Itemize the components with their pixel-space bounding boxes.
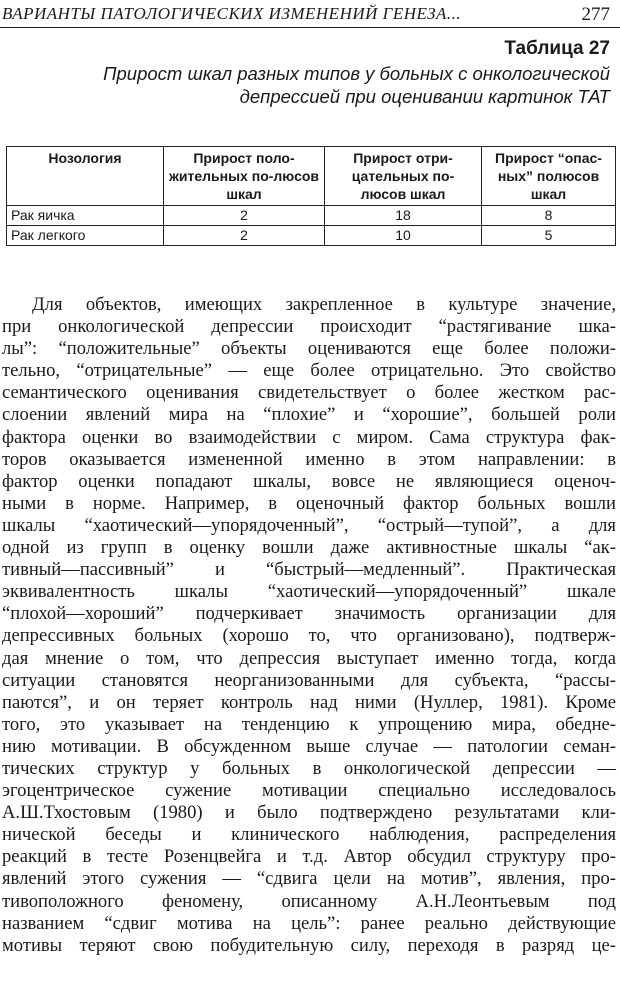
table-caption-line: Прирост шкал разных типов у больных с онкологической — [103, 63, 610, 84]
text-line: одной из групп в оценку вошли даже активностные шкалы “ак- — [2, 537, 616, 559]
text-line: А.Ш.Тхостовым (1980) и было подтверждено результатами кли- — [2, 802, 616, 824]
table-caption — [10, 62, 610, 108]
table-cell: 5 — [482, 226, 616, 246]
table-row — [7, 206, 616, 226]
text-line: тических структур у больных в онкологической депрессии — — [2, 757, 616, 779]
text-line: при онкологической депрессии происходит “растягивание шка- — [2, 316, 616, 338]
table-cell: 18 — [325, 206, 482, 226]
text-line: нической беседы и клинического наблюдения, распределения — [2, 824, 616, 846]
text-line: тивоположного феномену, описанному А.Н.Леонтьевым под — [2, 890, 616, 912]
body-paragraph — [2, 294, 616, 957]
text-line: реакций в тесте Розенцвейга и т.д. Автор обсудил структуру про- — [2, 846, 616, 868]
table-label: Таблица 27 — [504, 38, 610, 59]
text-line: лы”: “положительные” объекты оцениваются еще более положи- — [2, 338, 616, 360]
text-line: фактора оценки во взаимодействии с миром. Сама структура фак- — [2, 426, 616, 448]
text-line: фактор оценки попадают шкалы, вовсе не являющиеся оценоч- — [2, 470, 616, 492]
text-line: эквивалентность шкалы “хаотический—упорядоченный” шкале — [2, 581, 616, 603]
column-header: Прирост поло-жительных по-люсов шкал — [164, 147, 325, 206]
text-line: названием “сдвиг мотива на цель”: ранее реально действующие — [2, 912, 616, 934]
text-line: “плохой—хороший” подчеркивает значимость организации для — [2, 603, 616, 625]
table-cell: 8 — [482, 206, 616, 226]
page-number: 277 — [581, 4, 610, 25]
header-rule — [0, 27, 620, 28]
table-header-row — [7, 147, 616, 206]
table-caption-line: депрессией при оценивании картинок ТАТ — [239, 86, 610, 107]
text-line: ситуации становятся неорганизованными для субъекта, “рассы- — [2, 669, 616, 691]
text-line: слоении явлений мира на “плохие” и “хорошие”, большей роли — [2, 404, 616, 426]
text-line: ными в норме. Например, в оценочный фактор больных вошли — [2, 492, 616, 514]
table-cell: 10 — [325, 226, 482, 246]
text-line: депрессивных больных (хорошо то, что организовано), подтверж- — [2, 625, 616, 647]
running-title: ВАРИАНТЫ ПАТОЛОГИЧЕСКИХ ИЗМЕНЕНИЙ ГЕНЕЗА... — [2, 4, 462, 23]
text-line: семантического оценивания свидетельствует о более жестком рас- — [2, 382, 616, 404]
table-row — [7, 226, 616, 246]
text-line: тельно, “отрицательные” — еще более отрицательно. Это свойство — [2, 360, 616, 382]
table-cell: Рак легкого — [7, 226, 164, 246]
table-cell: Рак яичка — [7, 206, 164, 226]
text-line: эгоцентрическое сужение мотивации специально исследовалось — [2, 780, 616, 802]
text-line: нию мотивации. В обсужденном выше случае — патологии семан- — [2, 735, 616, 757]
text-line: шкалы “хаотический—упорядоченный”, “острый—тупой”, а для — [2, 514, 616, 536]
table-cell: 2 — [164, 226, 325, 246]
table-cell: 2 — [164, 206, 325, 226]
running-header — [2, 4, 616, 26]
text-line: Для объектов, имеющих закрепленное в культуре значение, — [32, 294, 616, 315]
column-header: Нозология — [7, 147, 164, 206]
text-line: торов оказывается измененной именно в этом направлении: в — [2, 448, 616, 470]
text-line: явлений этого сужения — “сдвига цели на мотив”, явления, про- — [2, 868, 616, 890]
text-line: паются”, и он теряет контроль над ними (Нуллер, 1981). Кроме — [2, 691, 616, 713]
text-line: дая мнение о том, что депрессия выступает именно тогда, когда — [2, 647, 616, 669]
text-line: мотивы теряют свою побудительную силу, переходя в разряд це- — [2, 934, 616, 956]
text-line: того, это указывает на тенденцию к упрощению мира, обедне- — [2, 713, 616, 735]
data-table — [6, 146, 616, 246]
column-header: Прирост “опас-ных” полюсов шкал — [482, 147, 616, 206]
text-line: тивный—пассивный” и “быстрый—медленный”. Практическая — [2, 559, 616, 581]
column-header: Прирост отри-цательных по-люсов шкал — [325, 147, 482, 206]
